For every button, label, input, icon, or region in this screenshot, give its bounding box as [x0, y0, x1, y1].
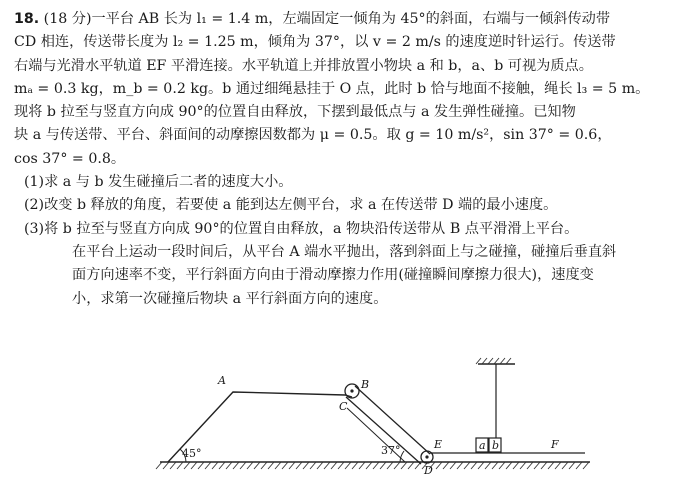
intro-line: 块 a 与传送带、平台、斜面间的动摩擦因数都为 μ = 0.5。取 g = 10 m/s²，sin 37° = 0.6，	[14, 127, 612, 144]
label-B: B	[361, 378, 370, 391]
intro-line: 现将 b 拉至与竖直方向成 90°的位置自由释放，下摆到最低点与 a 发生弹性碰撞。已知物	[14, 104, 576, 121]
intro-line: 右端与光滑水平轨道 EF 平滑连接。水平轨道上并排放置小物块 a 和 b，a、b 可视为质点。	[14, 57, 593, 74]
question-3: (3)将 b 拉至与竖直方向成 90°的位置自由释放，a 物块沿传送带从 B 点平滑滑上平台。	[24, 220, 579, 237]
intro-line: CD 相连，传送带长度为 l₂ = 1.25 m，倾角为 37°，以 v = 2 m/s 的速度逆时针运行。传送带	[14, 34, 616, 51]
label-F: F	[551, 438, 559, 451]
label-angle-37: 37°	[381, 444, 401, 457]
question-3-cont: 在平台上运动一段时间后，从平台 A 端水平抛出，落到斜面上与之碰撞，碰撞后垂直斜	[72, 243, 617, 260]
intro-line: mₐ = 0.3 kg，m_b = 0.2 kg。b 通过细绳悬挂于 O 点，此时 b 恰与地面不接触，绳长 l₃ = 5 m。	[14, 80, 650, 97]
question-1: (1)求 a 与 b 发生碰撞后二者的速度大小。	[24, 174, 293, 191]
label-A: A	[218, 374, 226, 387]
label-C: C	[339, 400, 348, 413]
problem-text	[14, 8, 682, 311]
label-D: D	[424, 464, 433, 477]
question-3-cont: 面方向速率不变，平行斜面方向由于滑动摩擦力作用(碰撞瞬间摩擦力很大)，速度变	[72, 267, 594, 284]
ceiling-hatch	[476, 358, 511, 364]
problem-number: 18.	[14, 11, 40, 27]
mechanics-diagram	[0, 350, 692, 478]
label-a: a	[479, 439, 486, 452]
question-2: (2)改变 b 释放的角度，若要使 a 能到达左侧平台，求 a 在传送带 D 端的最小速度。	[24, 197, 558, 214]
intro-line: (18 分)一平台 AB 长为 l₁ = 1.4 m，左端固定一倾角为 45°的斜面，右端与一倾斜传动带	[43, 11, 611, 27]
pulley-bottom-center	[425, 455, 428, 458]
intro-line: cos 37° = 0.8。	[14, 150, 126, 167]
question-3-cont: 小，求第一次碰撞后物块 a 平行斜面方向的速度。	[72, 290, 388, 307]
ground-hatch	[156, 462, 589, 469]
pulley-top-center	[350, 389, 353, 392]
label-E: E	[434, 438, 443, 451]
label-angle-45: 45°	[182, 447, 202, 460]
problem-line-1	[14, 8, 682, 31]
label-b: b	[492, 439, 500, 452]
